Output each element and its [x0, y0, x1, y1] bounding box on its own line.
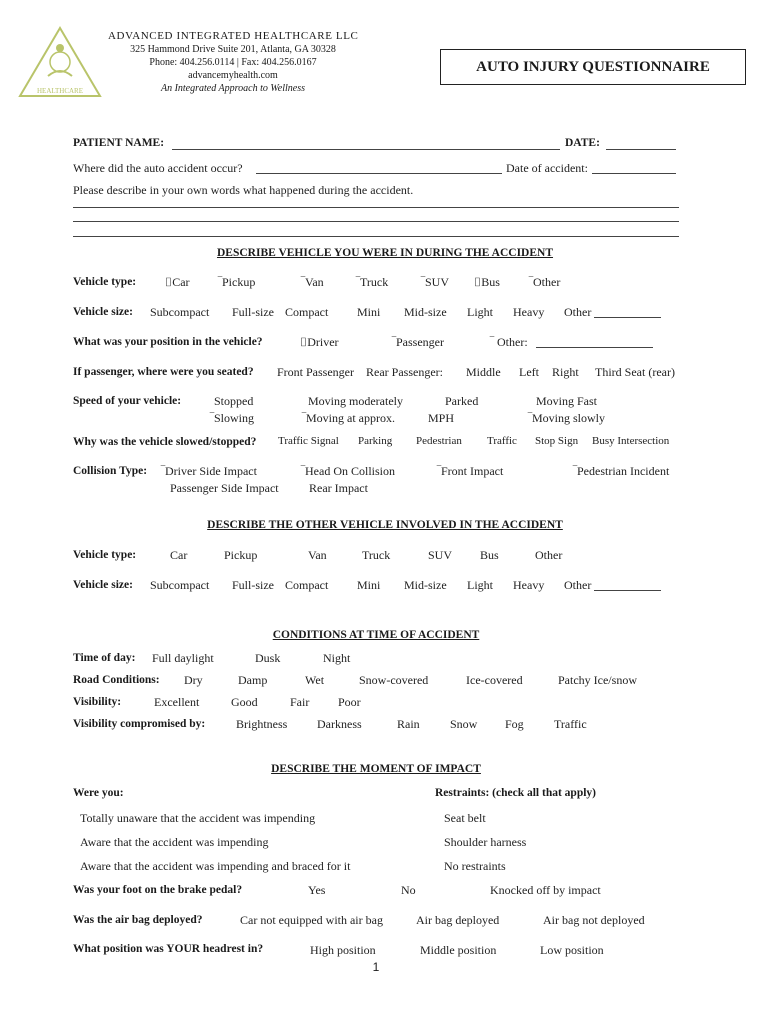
form-title: AUTO INJURY QUESTIONNAIRE: [440, 49, 746, 85]
company-logo: [18, 26, 102, 98]
airbag-not-equipped[interactable]: Car not equipped with air bag: [240, 913, 383, 927]
describe-line-2[interactable]: [73, 221, 679, 222]
restraints-label: Restraints: (check all that apply): [435, 787, 596, 799]
company-name: ADVANCED INTEGRATED HEALTHCARE LLC: [108, 30, 359, 42]
date-label: DATE:: [565, 137, 600, 149]
other-type-van[interactable]: Van: [308, 548, 327, 562]
other-size-heavy[interactable]: Heavy: [513, 578, 545, 592]
company-address: 325 Hammond Drive Suite 201, Atlanta, GA 30328: [130, 44, 336, 55]
restraint-shoulder-harness[interactable]: Shoulder harness: [444, 835, 527, 849]
collision-passenger-side[interactable]: Passenger Side Impact: [170, 481, 279, 495]
awareness-braced[interactable]: Aware that the accident was impending and braced for it: [80, 859, 351, 873]
road-wet[interactable]: Wet: [305, 673, 325, 687]
time-of-day-label: Time of day:: [73, 652, 136, 664]
airbag-deployed[interactable]: Air bag deployed: [416, 913, 500, 927]
speed-label: Speed of your vehicle:: [73, 395, 182, 407]
vehicle-type-suv[interactable]: ‾SUV: [421, 275, 450, 289]
were-you-label: Were you:: [73, 787, 124, 799]
other-size-light[interactable]: Light: [467, 578, 493, 592]
other-size-mini[interactable]: Mini: [357, 578, 381, 592]
why-stop-sign[interactable]: Stop Sign: [535, 435, 579, 447]
compromised-snow[interactable]: Snow: [450, 717, 478, 731]
accident-location-field[interactable]: [256, 173, 502, 174]
vehicle-size-heavy[interactable]: Heavy: [513, 305, 545, 319]
vehicle-type-car[interactable]: ⌷Car: [165, 275, 190, 289]
visibility-label: Visibility:: [73, 696, 122, 708]
other-vehicle-size-label: Vehicle size:: [73, 579, 133, 591]
position-passenger[interactable]: ‾Passenger: [392, 335, 444, 349]
road-snow-covered[interactable]: Snow-covered: [359, 673, 429, 687]
headrest-label: What position was YOUR headrest in?: [73, 943, 264, 955]
other-type-other[interactable]: Other: [535, 548, 563, 562]
vehicle-size-compact[interactable]: Compact: [285, 305, 329, 319]
other-size-fullsize[interactable]: Full-size: [232, 578, 274, 592]
road-conditions-label: Road Conditions:: [73, 674, 160, 686]
other-type-suv[interactable]: SUV: [428, 548, 453, 562]
why-busy-intersection[interactable]: Busy Intersection: [592, 435, 670, 447]
conditions-heading: CONDITIONS AT TIME OF ACCIDENT: [272, 629, 480, 641]
vehicle-type-pickup[interactable]: ‾Pickup: [218, 275, 256, 289]
other-size-subcompact[interactable]: Subcompact: [150, 578, 210, 592]
company-tagline: An Integrated Approach to Wellness: [160, 83, 306, 94]
airbag-label: Was the air bag deployed?: [73, 914, 203, 926]
why-slowed-label: Why was the vehicle slowed/stopped?: [73, 436, 257, 448]
vehicle-size-fullsize[interactable]: Full-size: [232, 305, 274, 319]
other-type-car[interactable]: Car: [170, 548, 188, 562]
compromised-rain[interactable]: Rain: [397, 717, 420, 731]
compromised-traffic[interactable]: Traffic: [554, 717, 587, 731]
seat-middle[interactable]: Middle: [466, 365, 501, 379]
road-damp[interactable]: Damp: [238, 673, 268, 687]
collision-pedestrian[interactable]: ‾Pedestrian Incident: [573, 464, 670, 478]
collision-head-on[interactable]: ‾Head On Collision: [301, 464, 395, 478]
other-type-pickup[interactable]: Pickup: [224, 548, 258, 562]
company-website: advancemyhealth.com: [188, 70, 278, 81]
collision-label: Collision Type:: [73, 465, 148, 477]
compromised-darkness[interactable]: Darkness: [317, 717, 362, 731]
seat-left[interactable]: Left: [519, 365, 539, 379]
speed-mph[interactable]: MPH: [428, 411, 455, 425]
awareness-aware[interactable]: Aware that the accident was impending: [80, 835, 269, 849]
other-type-truck[interactable]: Truck: [362, 548, 391, 562]
awareness-unaware[interactable]: Totally unaware that the accident was impending: [80, 811, 316, 825]
time-night[interactable]: Night: [323, 651, 351, 665]
vehicle-size-mini[interactable]: Mini: [357, 305, 381, 319]
vehicle-type-label: Vehicle type:: [73, 276, 137, 288]
airbag-not-deployed[interactable]: Air bag not deployed: [543, 913, 645, 927]
describe-label: Please describe in your own words what happened during the accident.: [73, 183, 414, 197]
visibility-excellent[interactable]: Excellent: [154, 695, 200, 709]
vehicle-size-midsize[interactable]: Mid-size: [404, 305, 447, 319]
speed-approx[interactable]: ‾Moving at approx.: [302, 411, 395, 425]
date-field[interactable]: [606, 149, 676, 150]
other-vehicle-heading: DESCRIBE THE OTHER VEHICLE INVOLVED IN THE ACCIDENT: [207, 519, 563, 531]
foot-no[interactable]: No: [401, 883, 416, 897]
position-other[interactable]: ‾ Other:: [490, 335, 528, 349]
describe-line-1[interactable]: [73, 207, 679, 208]
seat-front-passenger[interactable]: Front Passenger: [277, 365, 354, 379]
why-pedestrian[interactable]: Pedestrian: [416, 435, 462, 447]
foot-knocked-off[interactable]: Knocked off by impact: [490, 883, 601, 897]
position-label: What was your position in the vehicle?: [73, 336, 263, 348]
compromised-fog[interactable]: Fog: [505, 717, 524, 731]
other-vehicle-type-label: Vehicle type:: [73, 549, 137, 561]
accident-date-label: Date of accident:: [506, 161, 588, 175]
headrest-high[interactable]: High position: [310, 943, 376, 957]
why-parking[interactable]: Parking: [358, 435, 393, 447]
visibility-good[interactable]: Good: [231, 695, 258, 709]
why-traffic-signal[interactable]: Traffic Signal: [278, 435, 339, 447]
foot-brake-label: Was your foot on the brake pedal?: [73, 884, 243, 896]
vehicle-type-other[interactable]: ‾Other: [529, 275, 561, 289]
speed-stopped[interactable]: Stopped: [214, 394, 254, 408]
position-driver[interactable]: ⌷Driver: [300, 335, 339, 349]
vehicle-size-label: Vehicle size:: [73, 306, 133, 318]
visibility-compromised-label: Visibility compromised by:: [73, 718, 206, 730]
other-size-compact[interactable]: Compact: [285, 578, 329, 592]
headrest-middle[interactable]: Middle position: [420, 943, 497, 957]
compromised-brightness[interactable]: Brightness: [236, 717, 288, 731]
time-full-daylight[interactable]: Full daylight: [152, 651, 214, 665]
impact-heading: DESCRIBE THE MOMENT OF IMPACT: [271, 763, 481, 775]
speed-slow[interactable]: ‾Moving slowly: [528, 411, 606, 425]
speed-parked[interactable]: Parked: [445, 394, 479, 408]
svg-text:HEALTHCARE: HEALTHCARE: [36, 87, 84, 95]
foot-yes[interactable]: Yes: [308, 883, 326, 897]
vehicle-size-other-field[interactable]: [594, 317, 661, 318]
speed-fast[interactable]: Moving Fast: [536, 394, 598, 408]
road-dry[interactable]: Dry: [184, 673, 203, 687]
collision-front[interactable]: ‾Front Impact: [437, 464, 504, 478]
seat-label: If passenger, where were you seated?: [73, 366, 254, 378]
vehicle-size-subcompact[interactable]: Subcompact: [150, 305, 210, 319]
vehicle-size-light[interactable]: Light: [467, 305, 493, 319]
collision-driver-side[interactable]: ‾Driver Side Impact: [161, 464, 257, 478]
other-size-other[interactable]: Other: [564, 578, 592, 592]
restraint-none[interactable]: No restraints: [444, 859, 506, 873]
seat-right[interactable]: Right: [552, 365, 579, 379]
describe-line-3[interactable]: [73, 236, 679, 237]
page-number: 1: [372, 960, 380, 974]
speed-moderate[interactable]: Moving moderately: [308, 394, 403, 408]
other-size-other-field[interactable]: [594, 590, 661, 591]
patient-name-field[interactable]: [172, 149, 560, 150]
visibility-fair[interactable]: Fair: [290, 695, 310, 709]
visibility-poor[interactable]: Poor: [338, 695, 361, 709]
why-traffic[interactable]: Traffic: [487, 435, 517, 447]
accident-location-label: Where did the auto accident occur?: [73, 161, 243, 175]
road-ice-covered[interactable]: Ice-covered: [466, 673, 523, 687]
road-patchy-ice[interactable]: Patchy Ice/snow: [558, 673, 637, 687]
time-dusk[interactable]: Dusk: [255, 651, 281, 665]
other-type-bus[interactable]: Bus: [480, 548, 499, 562]
vehicle-size-other[interactable]: Other: [564, 305, 592, 319]
vehicle-type-bus[interactable]: ⌷Bus: [474, 275, 500, 289]
vehicle-type-van[interactable]: ‾Van: [301, 275, 324, 289]
accident-date-field[interactable]: [592, 173, 676, 174]
other-size-midsize[interactable]: Mid-size: [404, 578, 447, 592]
speed-slowing[interactable]: ‾Slowing: [210, 411, 255, 425]
position-other-field[interactable]: [536, 347, 653, 348]
company-phone-fax: Phone: 404.256.0114 | Fax: 404.256.0167: [149, 57, 317, 68]
collision-rear[interactable]: Rear Impact: [309, 481, 368, 495]
seat-third-row[interactable]: Third Seat (rear): [595, 365, 675, 379]
your-vehicle-heading: DESCRIBE VEHICLE YOU WERE IN DURING THE ACCIDENT: [216, 247, 554, 259]
headrest-low[interactable]: Low position: [540, 943, 604, 957]
seat-rear-passenger[interactable]: Rear Passenger:: [366, 365, 443, 379]
restraint-seat-belt[interactable]: Seat belt: [444, 811, 486, 825]
vehicle-type-truck[interactable]: ‾Truck: [356, 275, 389, 289]
patient-name-label: PATIENT NAME:: [73, 137, 165, 149]
